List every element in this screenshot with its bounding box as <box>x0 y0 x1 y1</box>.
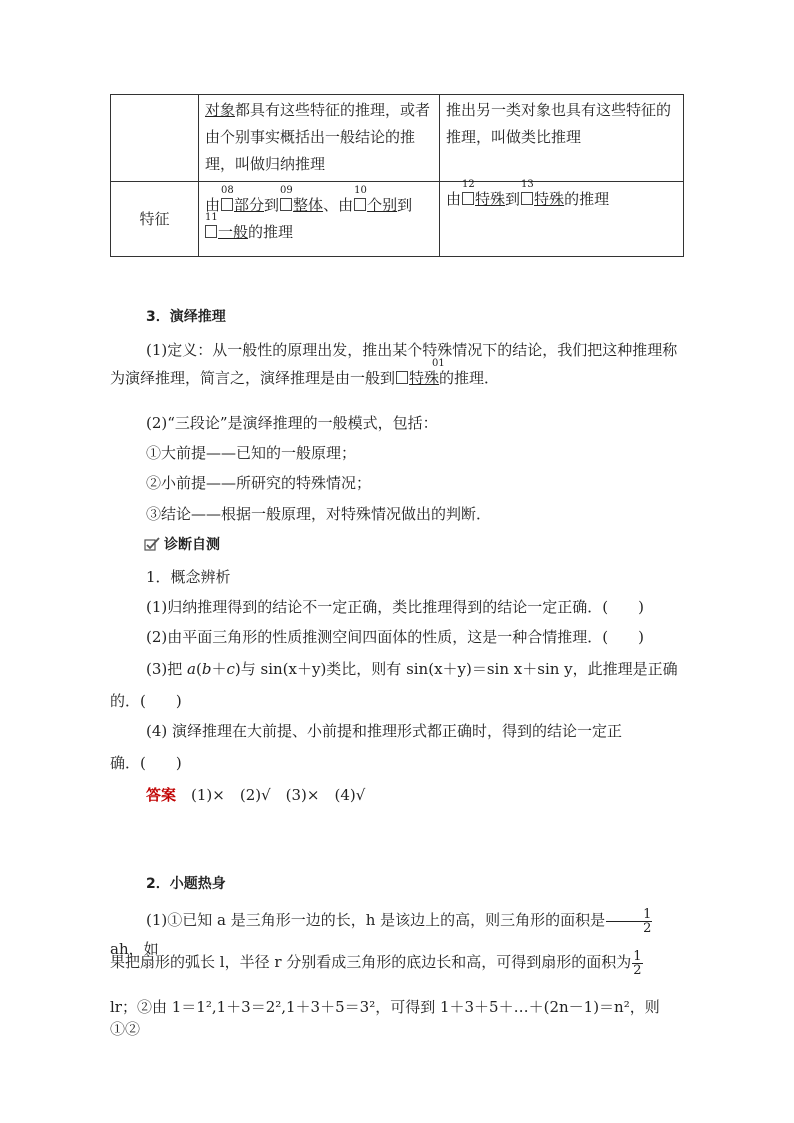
heading-text: 诊断自测 <box>164 537 220 553</box>
row-label-empty <box>111 95 199 182</box>
subsection-heading: 1．概念辨析 <box>146 568 231 586</box>
text: 到 <box>505 190 521 208</box>
table-row <box>111 95 684 182</box>
marker-number: 01 <box>432 358 445 369</box>
text: 到 <box>397 196 413 214</box>
blank-marker-icon <box>221 185 234 211</box>
text: 的推理 <box>248 223 294 241</box>
text: 由 <box>446 190 462 208</box>
text: 果把扇形的弧长 l，半径 r 分别看成三角形的底边长和高，可得到扇形的面积为 <box>110 953 632 971</box>
text: 的推理 <box>564 190 610 208</box>
analogical-feature-cell <box>440 179 684 257</box>
blank-marker-icon <box>354 185 367 211</box>
text: (1)①已知 a 是三角形一边的长，h 是该边上的高，则三角形的面积是 <box>146 911 606 929</box>
question-4-cont: 确．( ) <box>110 754 182 772</box>
comparison-table <box>110 94 684 257</box>
answer-text: 个别 <box>367 196 398 214</box>
blank-marker-icon <box>521 179 534 205</box>
exercise-line-2 <box>110 948 684 977</box>
answer-text: 部分 <box>234 196 265 214</box>
inductive-definition-text: 都具有这些特征的推理，或者由个别事实概括出一般结论的推理，叫做归纳推理 <box>205 101 431 173</box>
list-item: ②小前提——所研究的特殊情况； <box>146 474 372 492</box>
question-1: (1)归纳推理得到的结论不一定正确，类比推理得到的结论一定正确．( ) <box>146 598 644 616</box>
answer-text: 特殊 <box>409 369 440 387</box>
section-heading: 3．演绎推理 <box>146 309 226 325</box>
analogical-definition-cell: 推出另一类对象也具有这些特征的推理，叫做类比推理 <box>440 95 684 182</box>
denominator: 2 <box>643 920 652 936</box>
text: 由 <box>205 196 221 214</box>
fraction <box>632 950 642 977</box>
marker-number: 11 <box>205 212 218 223</box>
marker-number: 13 <box>521 179 534 190</box>
subsection-heading: 2．小题热身 <box>146 876 226 892</box>
text: ah，如 <box>110 939 159 958</box>
question-3: (3)把 a(b＋c)与 sin(x＋y)类比，则有 sin(x＋y)＝sin x＋sin y，此推理是正确 <box>146 660 678 678</box>
marker-number: 08 <box>221 185 234 196</box>
marker-number: 09 <box>280 185 293 196</box>
text: 、由 <box>323 196 354 214</box>
text: (3)把 <box>146 660 188 678</box>
answer-text: 特殊 <box>534 190 565 208</box>
question-2: (2)由平面三角形的性质推测空间四面体的性质，这是一种合情推理．( ) <box>146 628 644 646</box>
syllogism-intro: (2)“三段论”是演绎推理的一般模式，包括： <box>146 414 438 432</box>
question-3-cont: 的．( ) <box>110 692 182 710</box>
inductive-feature-cell <box>199 182 440 257</box>
answer-line <box>110 784 684 806</box>
blank-marker-icon <box>462 179 475 205</box>
answer-text: (1)× (2)√ (3)× (4)√ <box>191 786 366 804</box>
text: 与 sin(x＋y)类比，则有 sin(x＋y)＝sin x＋sin y，此推理是正确 <box>240 660 678 678</box>
marker-number: 10 <box>354 185 367 196</box>
text: 到 <box>264 196 280 214</box>
question-4: (4) 演绎推理在大前提、小前提和推理形式都正确时，得到的结论一定正 <box>146 722 623 740</box>
exercise-line-3: lr；②由 1＝1²,1＋3＝2²,1＋3＋5＝3²，可得到 1＋3＋5＋…＋(2n－1)＝n²，则①② <box>110 998 660 1038</box>
blank-marker-icon <box>205 212 218 238</box>
answer-text: 整体 <box>293 196 324 214</box>
answer-label: 答案 <box>146 786 177 804</box>
text: 的推理． <box>439 369 500 387</box>
list-item: ③结论——根据一般原理，对特殊情况做出的判断． <box>146 505 492 523</box>
denominator: 2 <box>633 962 642 978</box>
diagnosis-heading <box>144 534 718 556</box>
list-item: ①大前提——已知的一般原理； <box>146 444 357 462</box>
marker-number: 12 <box>462 179 475 190</box>
numerator: 1 <box>633 948 642 964</box>
blank-marker-icon <box>280 185 293 211</box>
underlined-text: 对象 <box>205 101 236 119</box>
answer-text: 特殊 <box>475 190 506 208</box>
text: (1)定义：从一般性的原理出发，推出某个特殊情况下的结论，我们把这种推理称为演绎推理，简言之，演绎推理是由一般到 <box>110 341 678 387</box>
numerator: 1 <box>606 908 652 922</box>
checkmark-pencil-icon <box>144 537 160 551</box>
definition-paragraph <box>110 336 684 392</box>
row-label-feature: 特征 <box>111 182 199 257</box>
inductive-definition-cell <box>199 95 440 182</box>
answer-text: 一般 <box>218 223 249 241</box>
table-row <box>111 182 684 257</box>
fraction <box>606 908 652 935</box>
